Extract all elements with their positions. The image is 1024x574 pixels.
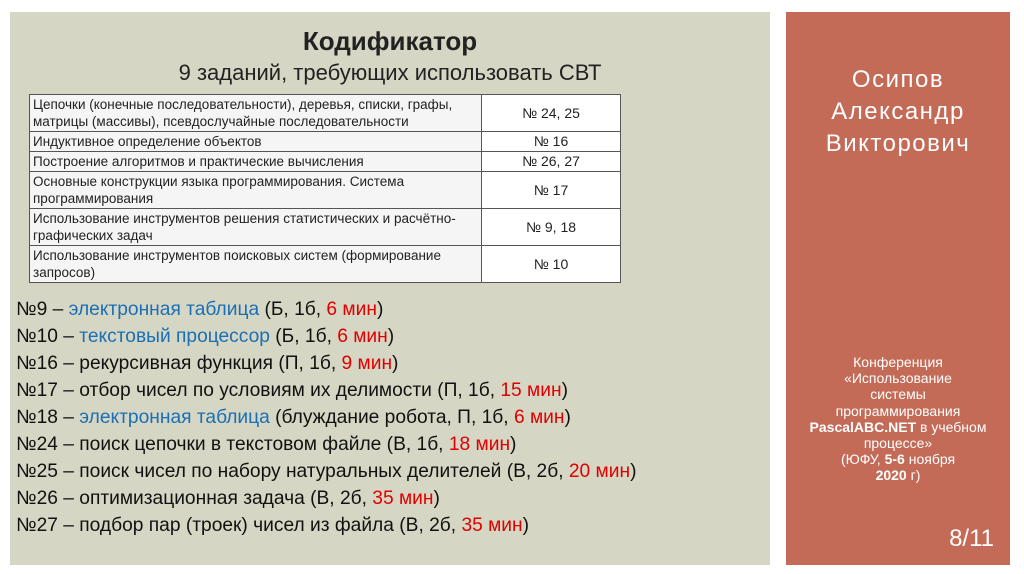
task-number: №10	[16, 326, 58, 347]
task-end: )	[510, 434, 517, 455]
author-line: Осипов	[851, 66, 945, 93]
task-topic: подбор пар (троек) чисел из файла	[79, 515, 394, 536]
info-sidebar	[786, 12, 1010, 565]
table-cell-topic: Построение алгоритмов и практические вычисления	[30, 152, 482, 172]
conf-line: программирования	[835, 402, 961, 419]
task-dash: –	[57, 380, 80, 401]
task-params: (Б, 1б,	[269, 326, 338, 347]
table-cell-task-numbers: № 26, 27	[482, 152, 621, 172]
task-topic: электронная таблица	[79, 407, 270, 428]
task-number: №24	[16, 434, 58, 455]
task-item	[16, 377, 766, 404]
conf-line: процессе»	[863, 435, 933, 452]
task-number: №25	[16, 461, 58, 482]
task-item	[16, 296, 766, 323]
table-row	[30, 246, 621, 283]
task-number: №9	[16, 299, 48, 320]
task-topic: поиск цепочки в текстовом файле	[79, 434, 382, 455]
task-params: (В, 2б,	[501, 461, 569, 482]
conf-text: г)	[906, 467, 921, 484]
table-cell-task-numbers: № 9, 18	[482, 209, 621, 246]
content-panel	[10, 12, 770, 565]
task-dash: –	[57, 461, 80, 482]
conf-line	[796, 451, 1000, 467]
task-topic: оптимизационная задача	[79, 488, 305, 509]
task-dash: –	[57, 353, 80, 374]
table-cell-task-numbers: № 10	[482, 246, 621, 283]
task-params: (П, 1б,	[273, 353, 342, 374]
task-item	[16, 431, 766, 458]
task-end: )	[564, 407, 571, 428]
task-params: (В, 2б,	[393, 515, 462, 536]
task-time: 9 мин	[341, 353, 393, 374]
table-cell-topic: Использование инструментов поисковых систем (формирование запросов)	[30, 246, 482, 283]
table-row	[30, 95, 621, 132]
table-row	[30, 209, 621, 246]
slide-title: Кодификатор	[302, 26, 478, 56]
task-number: №27	[16, 515, 58, 536]
task-item	[16, 512, 766, 539]
task-topic: отбор чисел по условиям их делимости	[79, 380, 432, 401]
task-dash: –	[57, 515, 80, 536]
author-line: Викторович	[825, 130, 971, 157]
conf-line	[796, 419, 1000, 435]
conf-text: в учебном	[916, 418, 987, 435]
task-topic: поиск чисел по набору натуральных делителей	[79, 461, 502, 482]
conference-info	[796, 354, 1000, 484]
task-number: №17	[16, 380, 58, 401]
table-cell-topic: Использование инструментов решения статистических и расчётно-графических задач	[30, 209, 482, 246]
task-end: )	[561, 380, 568, 401]
task-number: №26	[16, 488, 58, 509]
task-dash: –	[57, 407, 80, 428]
task-dash: –	[57, 326, 80, 347]
task-item	[16, 485, 766, 512]
task-end: )	[392, 353, 399, 374]
task-time: 15 мин	[500, 380, 562, 401]
task-time: 6 мин	[513, 407, 565, 428]
task-item	[16, 458, 766, 485]
task-dash: –	[57, 434, 80, 455]
conf-line	[796, 467, 1000, 483]
task-time: 35 мин	[372, 488, 434, 509]
conf-dates: 5-6	[884, 451, 905, 468]
table-cell-task-numbers: № 16	[482, 132, 621, 152]
table-cell-topic: Цепочки (конечные последовательности), деревья, списки, графы, матрицы (массивы), псевдослучайные последовательности	[30, 95, 482, 132]
task-time: 35 мин	[461, 515, 523, 536]
author-line: Александр	[831, 98, 965, 125]
conf-software: PascalABC.NET	[809, 418, 917, 435]
table-cell-topic: Индуктивное определение объектов	[30, 132, 482, 152]
task-time: 20 мин	[568, 461, 631, 482]
conf-text: (ЮФУ,	[840, 451, 885, 468]
conf-line: «Использование	[844, 370, 952, 387]
table-cell-topic: Основные конструкции языка программирования. Система программирования	[30, 172, 482, 209]
task-topic: текстовый процессор	[79, 326, 270, 347]
table-row	[30, 172, 621, 209]
task-end: )	[376, 299, 384, 320]
conf-text: ноября	[904, 451, 956, 468]
task-item	[16, 404, 766, 431]
task-topic: рекурсивная функция	[79, 353, 274, 374]
task-item	[16, 350, 766, 377]
codifier-table	[29, 94, 621, 283]
task-params: (В, 1б,	[381, 434, 449, 455]
table-cell-task-numbers: № 17	[482, 172, 621, 209]
author-name	[786, 64, 1010, 160]
task-end: )	[522, 515, 530, 536]
task-topic: электронная таблица	[68, 299, 260, 320]
task-time: 6 мин	[337, 326, 388, 347]
task-item	[16, 323, 766, 350]
task-list	[16, 296, 766, 539]
conf-line: системы	[870, 386, 926, 403]
table-row	[30, 152, 621, 172]
task-params: (П, 1б,	[431, 380, 501, 401]
table-cell-task-numbers: № 24, 25	[482, 95, 621, 132]
task-params: (Б, 1б,	[259, 299, 327, 320]
task-end: )	[630, 461, 637, 482]
task-dash: –	[47, 299, 69, 320]
slide-subtitle: 9 заданий, требующих использовать СВТ	[178, 60, 602, 85]
conf-line: Конференция	[853, 354, 943, 370]
task-time: 18 мин	[448, 434, 511, 455]
task-params: (блуждание робота, П, 1б,	[269, 407, 514, 428]
conf-year: 2020	[875, 467, 907, 484]
task-end: )	[433, 488, 440, 509]
task-time: 6 мин	[326, 299, 377, 320]
table-row	[30, 132, 621, 152]
task-params: (В, 2б,	[304, 488, 373, 509]
page-number: 8/11	[949, 525, 994, 552]
task-dash: –	[57, 488, 80, 509]
task-end: )	[387, 326, 395, 347]
task-number: №18	[16, 407, 58, 428]
task-number: №16	[16, 353, 58, 374]
